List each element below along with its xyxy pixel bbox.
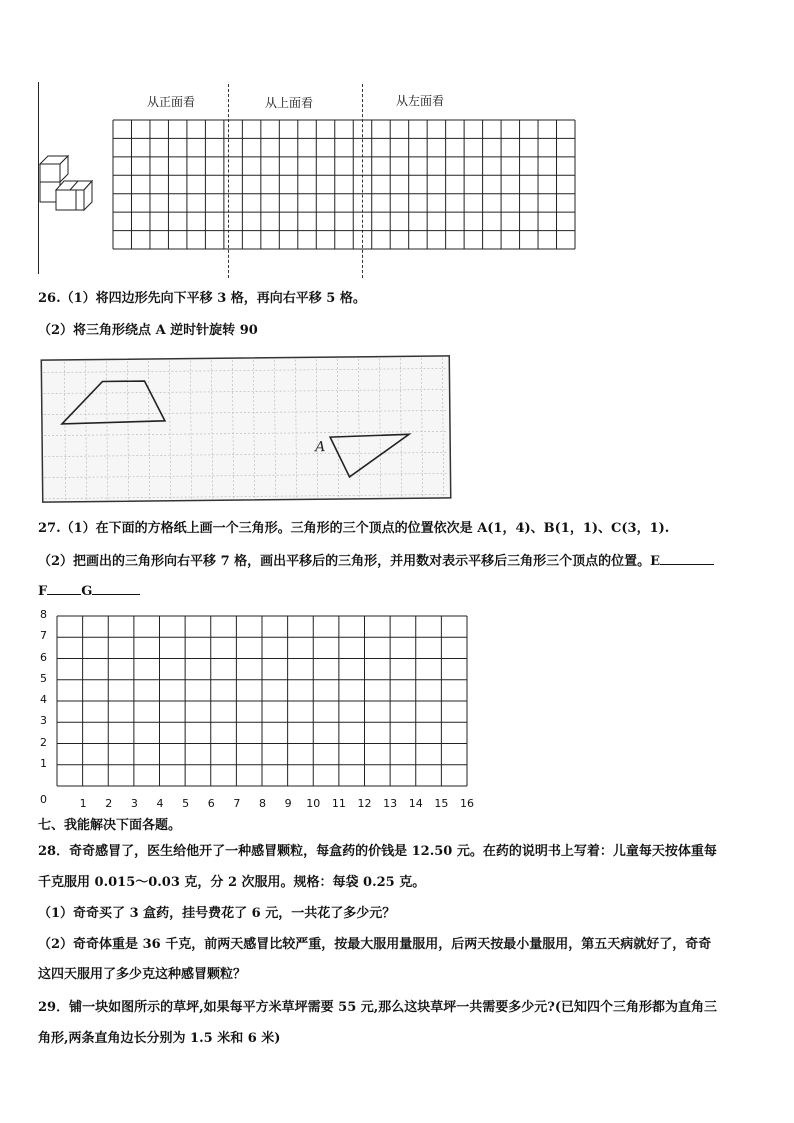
x-tick-label: 15	[434, 797, 449, 810]
x-tick-label: 3	[130, 797, 138, 810]
x-tick-label: 5	[182, 797, 190, 810]
y-tick-label: 5	[40, 671, 47, 685]
x-tick-label: 2	[105, 797, 113, 810]
label-g: G	[81, 584, 93, 599]
label-f: F	[38, 584, 48, 599]
q28-line1: 28．奇奇感冒了，医生给他开了一种感冒颗粒，每盒药的价钱是 12.50 元。在药的说明书上写着：儿童每天按体重每	[38, 844, 717, 859]
y-tick-label: 2	[40, 735, 47, 749]
x-tick-label: 4	[156, 797, 164, 810]
x-tick-label: 13	[383, 797, 398, 810]
answer-blank-g[interactable]	[92, 582, 140, 595]
answer-blank-f[interactable]	[47, 582, 81, 595]
section-7-heading: 七、我能解决下面各题。	[38, 818, 182, 833]
y-tick-label: 4	[40, 693, 47, 706]
y-tick-label: 3	[40, 714, 47, 728]
q27-line1: 27.（1）在下面的方格纸上画一个三角形。三角形的三个顶点的位置依次是 A(1，4)、B(1，1)、C(3，1).	[38, 521, 670, 536]
x-tick-label: 1	[79, 797, 87, 810]
q28-line2: 千克服用 0.015～0.03 克，分 2 次服用。规格：每袋 0.25 克。	[38, 875, 426, 890]
point-a-label: A	[315, 439, 326, 456]
x-tick-label: 12	[357, 797, 372, 810]
y-tick-label: 8	[40, 608, 47, 621]
cube-stack-figure	[38, 150, 98, 216]
q26-line1: 26.（1）将四边形先向下平移 3 格，再向右平移 5 格。	[38, 291, 366, 306]
q28-sub2-line2: 这四天服用了多少克这种感冒颗粒？	[38, 967, 247, 982]
view-label-left: 从左面看	[396, 94, 445, 108]
answer-blank-e[interactable]	[660, 552, 714, 565]
q26-figure	[40, 352, 452, 504]
coordinate-grid-section	[30, 608, 480, 812]
x-tick-label: 7	[233, 797, 241, 810]
y-tick-label: 7	[40, 629, 47, 643]
x-tick-label: 10	[306, 797, 321, 810]
x-tick-label: 11	[331, 797, 346, 810]
y-tick-label: 0	[40, 793, 47, 806]
y-tick-label: 6	[40, 650, 47, 664]
q27-line3	[38, 582, 140, 601]
view-label-top: 从上面看	[265, 96, 314, 110]
q26-line2: （2）将三角形绕点 A 逆时针旋转 90	[38, 323, 258, 338]
q28-sub1: （1）奇奇买了 3 盒药，挂号费花了 6 元，一共花了多少元？	[38, 906, 396, 921]
q28-sub2-line1: （2）奇奇体重是 36 千克，前两天感冒比较严重，按最大服用量服用，后两天按最小量服用，第五天病就好了，奇奇	[38, 937, 712, 952]
q27-line2	[38, 552, 714, 571]
q29-line2: 角形,两条直角边长分别为 1.5 米和 6 米)	[38, 1031, 281, 1046]
x-tick-label: 14	[408, 797, 423, 810]
y-tick-label: 1	[40, 756, 47, 770]
q27-line2-text: （2）把画出的三角形向右平移 7 格，画出平移后的三角形，并用数对表示平移后三角形三个顶点的位置。E	[38, 554, 661, 569]
views-grid	[112, 119, 576, 250]
view-label-front: 从正面看	[147, 95, 196, 109]
x-tick-label: 16	[460, 797, 474, 810]
x-tick-label: 6	[207, 797, 215, 810]
q29-line1: 29．铺一块如图所示的草坪,如果每平方米草坪需要 55 元,那么这块草坪一共需要多少元?(已知四个三角形都为直角三	[38, 1000, 718, 1015]
views-section	[0, 80, 794, 280]
x-tick-label: 8	[259, 797, 266, 810]
x-tick-label: 9	[284, 797, 292, 810]
coordinate-grid	[56, 615, 468, 787]
